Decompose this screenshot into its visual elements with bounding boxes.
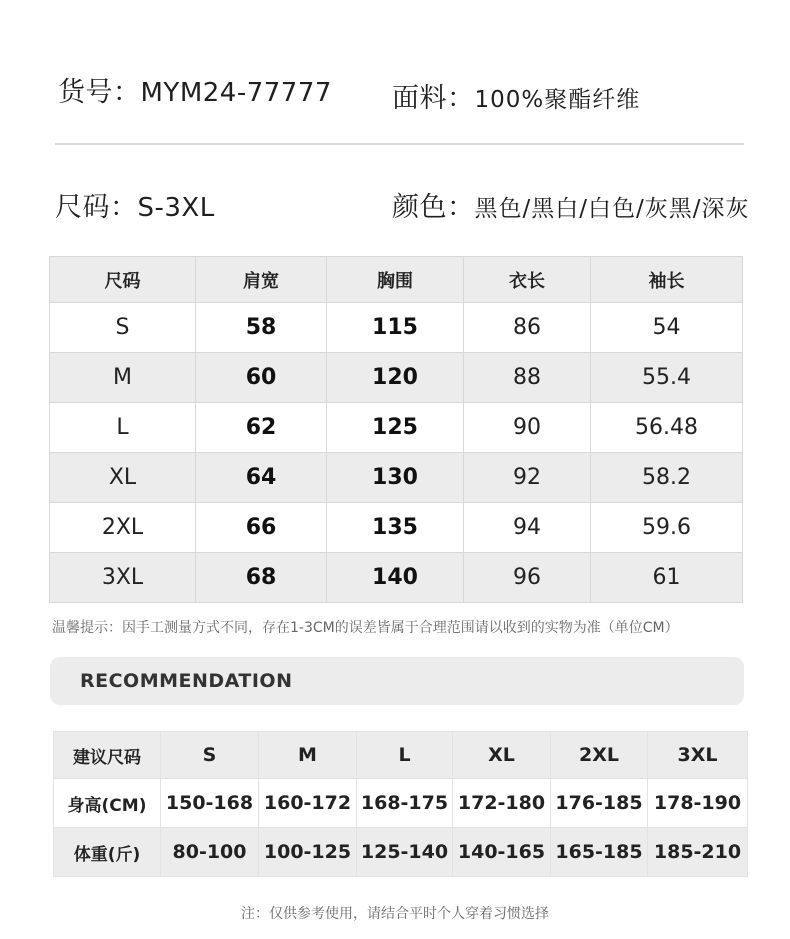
table-row: [50, 553, 743, 603]
chest-cell: 135: [327, 503, 464, 553]
height-cell: 160-172: [259, 779, 357, 828]
size-cell: S: [50, 303, 196, 353]
table-row: [54, 779, 748, 828]
weight-cell: 165-185: [551, 828, 648, 877]
shoulder-cell: 60: [196, 353, 327, 403]
shoulder-cell: 66: [196, 503, 327, 553]
table-row: [50, 453, 743, 503]
sleeve-cell: 59.6: [591, 503, 743, 553]
table-row: [50, 303, 743, 353]
weight-cell: 100-125: [259, 828, 357, 877]
height-label: 身高(CM): [54, 779, 161, 828]
rec-header-cell: S: [161, 732, 259, 779]
size-cell: 3XL: [50, 553, 196, 603]
shoulder-cell: 58: [196, 303, 327, 353]
size-header-cell: 胸围: [327, 257, 464, 303]
size-table: [49, 256, 743, 603]
colors-label: 颜色：: [392, 192, 475, 223]
height-cell: 172-180: [453, 779, 551, 828]
weight-cell: 185-210: [648, 828, 748, 877]
recommendation-title: RECOMMENDATION: [80, 670, 293, 692]
item-number-value: MYM24-77777: [140, 78, 332, 108]
sleeve-cell: 56.48: [591, 403, 743, 453]
sleeve-cell: 61: [591, 553, 743, 603]
size-range: [55, 185, 215, 224]
size-range-label: 尺码：: [55, 192, 138, 223]
table-row: [54, 828, 748, 877]
height-cell: 176-185: [551, 779, 648, 828]
length-cell: 90: [464, 403, 591, 453]
recommendation-table: [53, 731, 748, 877]
height-cell: 168-175: [357, 779, 453, 828]
length-cell: 88: [464, 353, 591, 403]
colors-value: 黑色/黑白/白色/灰黑/深灰: [474, 196, 750, 222]
height-cell: 150-168: [161, 779, 259, 828]
rec-header-cell: M: [259, 732, 357, 779]
rec-header-cell: XL: [453, 732, 551, 779]
fabric: [392, 76, 640, 115]
size-cell: 2XL: [50, 503, 196, 553]
length-cell: 92: [464, 453, 591, 503]
height-cell: 178-190: [648, 779, 748, 828]
table-row: [50, 503, 743, 553]
size-header-cell: 尺码: [50, 257, 196, 303]
rec-header-cell: 建议尺码: [54, 732, 161, 779]
size-header-cell: 肩宽: [196, 257, 327, 303]
item-number: [58, 70, 332, 109]
rec-header-cell: 2XL: [551, 732, 648, 779]
chest-cell: 120: [327, 353, 464, 403]
item-number-label: 货号：: [58, 77, 141, 108]
length-cell: 94: [464, 503, 591, 553]
length-cell: 96: [464, 553, 591, 603]
weight-cell: 125-140: [357, 828, 453, 877]
sleeve-cell: 58.2: [591, 453, 743, 503]
size-cell: M: [50, 353, 196, 403]
weight-label: 体重(斤): [54, 828, 161, 877]
chest-cell: 115: [327, 303, 464, 353]
size-header-cell: 衣长: [464, 257, 591, 303]
table-row: [50, 353, 743, 403]
measurement-tip: 温馨提示：因手工测量方式不同，存在1-3CM的误差皆属于合理范围请以收到的实物为准（单位CM）: [52, 620, 679, 636]
table-row: [50, 403, 743, 453]
chest-cell: 125: [327, 403, 464, 453]
size-cell: XL: [50, 453, 196, 503]
chest-cell: 130: [327, 453, 464, 503]
size-table-header: [50, 257, 743, 303]
rec-header-cell: 3XL: [648, 732, 748, 779]
recommendation-header: [54, 732, 748, 779]
sleeve-cell: 55.4: [591, 353, 743, 403]
usage-note: 注：仅供参考使用，请结合平时个人穿着习惯选择: [241, 906, 549, 922]
sleeve-cell: 54: [591, 303, 743, 353]
rec-header-cell: L: [357, 732, 453, 779]
size-range-value: S-3XL: [137, 193, 215, 223]
fabric-label: 面料：: [392, 83, 475, 114]
length-cell: 86: [464, 303, 591, 353]
shoulder-cell: 68: [196, 553, 327, 603]
colors: [392, 185, 750, 224]
divider: [55, 143, 744, 145]
shoulder-cell: 64: [196, 453, 327, 503]
size-header-cell: 袖长: [591, 257, 743, 303]
chest-cell: 140: [327, 553, 464, 603]
weight-cell: 80-100: [161, 828, 259, 877]
fabric-value: 100%聚酯纤维: [474, 87, 641, 113]
shoulder-cell: 62: [196, 403, 327, 453]
size-cell: L: [50, 403, 196, 453]
weight-cell: 140-165: [453, 828, 551, 877]
